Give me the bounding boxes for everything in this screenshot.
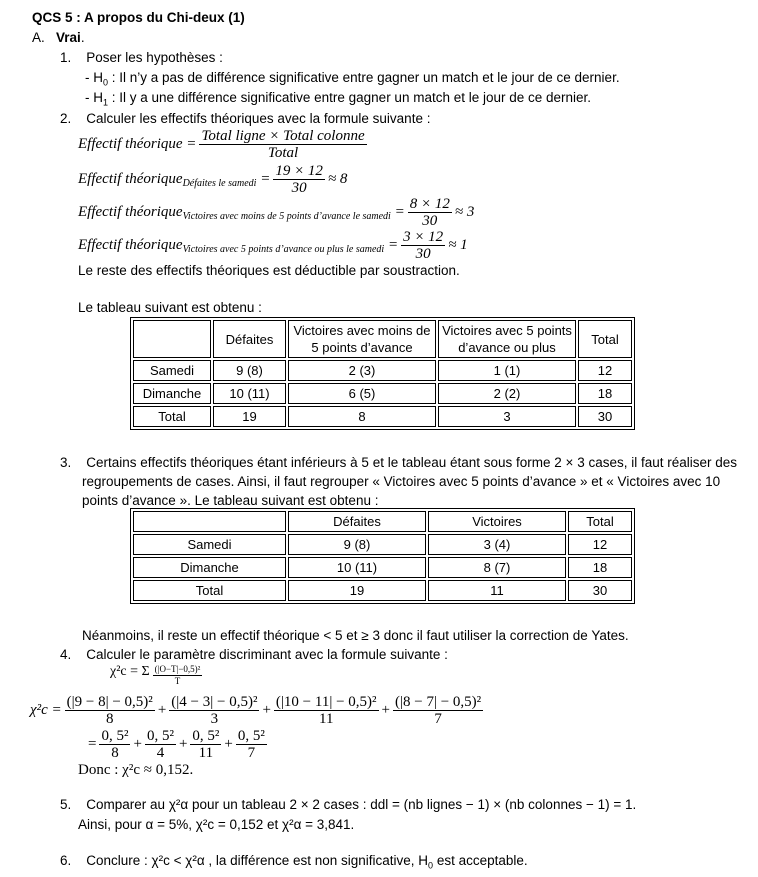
cell: 9 (8) <box>288 534 426 555</box>
cell: 9 (8) <box>213 360 286 381</box>
formula-sub: Victoires avec moins de 5 points d’avance le samedi <box>182 210 391 222</box>
chi2-expansion <box>30 694 486 727</box>
header-cell <box>133 511 286 532</box>
step-text: points d’avance ». Le tableau suivant est obtenu : <box>82 493 379 508</box>
header-cell: Total <box>568 511 632 532</box>
step-5 <box>60 797 636 812</box>
h-sub: 0 <box>428 860 434 871</box>
cell: 2 (3) <box>288 360 436 381</box>
fraction-den: 4 <box>156 745 165 761</box>
page-title: QCS 5 : A propos du Chi-deux (1) <box>32 10 245 25</box>
fraction-num: (|9 − 8| − 0,5)² <box>66 694 153 710</box>
plus: + <box>178 735 188 752</box>
step-text: Comparer au χ²α pour un tableau 2 × 2 cases : ddl = (nb lignes − 1) × (nb colonnes − 1) = 1. <box>86 797 637 812</box>
hypothesis-h0 <box>85 70 620 88</box>
fraction-den: 7 <box>247 745 256 761</box>
fraction-den: 8 <box>111 745 119 761</box>
step-text: est acceptable. <box>433 853 528 868</box>
formula-lhs: χ²c = <box>30 701 62 718</box>
fraction-den: 30 <box>422 213 438 229</box>
fraction-num: (|4 − 3| − 0,5)² <box>171 694 258 710</box>
fraction-num: 0, 5² <box>237 728 265 744</box>
table-row <box>133 534 632 555</box>
formula-victoires-plus5 <box>78 229 468 262</box>
plus: + <box>381 701 390 718</box>
cell: 11 <box>428 580 566 601</box>
step-text: Poser les hypothèses : <box>86 50 223 65</box>
cell: 3 (4) <box>428 534 566 555</box>
table-header-row <box>133 320 632 358</box>
table-row <box>133 406 632 427</box>
step-text: Conclure : χ²c < χ²α , la différence est non significative, H <box>86 853 429 868</box>
formula-sub: Défaites le samedi <box>182 177 257 189</box>
rest-text: Le reste des effectifs théoriques est déductible par soustraction. <box>78 263 460 278</box>
h-text: : Il y a une différence significative entre gagner un match et le jour de ce dernier. <box>108 90 592 105</box>
fraction-den: 7 <box>434 711 442 727</box>
header-cell: Défaites <box>288 511 426 532</box>
fraction-den: 11 <box>198 745 214 761</box>
fraction-den: 30 <box>415 246 431 262</box>
step-number: 1. <box>60 50 72 65</box>
fraction-num: 8 × 12 <box>409 196 450 212</box>
cell: Dimanche <box>133 383 211 404</box>
step-number: 4. <box>60 647 72 662</box>
fraction-den: 30 <box>291 180 307 196</box>
cell: 30 <box>568 580 632 601</box>
cell: Dimanche <box>133 557 286 578</box>
formula-lhs: Effectif théorique <box>78 203 183 220</box>
plus: + <box>157 701 167 718</box>
cell: 3 <box>438 406 576 427</box>
cell: Total <box>133 406 211 427</box>
cell: 10 (11) <box>213 383 286 404</box>
result: ≈ 8 <box>327 170 348 187</box>
answer-dot: . <box>80 30 85 45</box>
table-row <box>133 557 632 578</box>
plus: + <box>262 701 271 718</box>
fraction-num: (|10 − 11| − 0,5)² <box>275 694 377 710</box>
answer <box>32 30 85 45</box>
step-2 <box>60 111 430 126</box>
cell: 18 <box>568 557 632 578</box>
fraction-den: Total <box>267 145 299 161</box>
eq: = <box>394 203 405 220</box>
table-row <box>133 580 632 601</box>
chi2-formula <box>110 664 205 687</box>
step-number: 6. <box>60 853 72 868</box>
fraction-num: (|8 − 7| − 0,5)² <box>395 694 482 710</box>
step-number: 5. <box>60 797 72 812</box>
cell: 12 <box>568 534 632 555</box>
cell: 8 (7) <box>428 557 566 578</box>
header-cell: Victoires <box>428 511 566 532</box>
step-4 <box>60 647 448 662</box>
eq: = <box>88 735 97 752</box>
fraction-num: Total ligne × Total colonne <box>201 128 365 144</box>
result: ≈ 3 <box>454 203 475 220</box>
fraction-num: 0, 5² <box>146 728 174 744</box>
answer-value: Vrai <box>56 30 81 45</box>
cell: Samedi <box>133 534 286 555</box>
fraction-den: 3 <box>210 711 219 727</box>
cell: 2 (2) <box>438 383 576 404</box>
chi2-result: Donc : χ²c ≈ 0,152. <box>78 762 194 778</box>
formula-effectif <box>78 128 370 161</box>
plus: + <box>133 735 142 752</box>
formula-lhs: Effectif théorique <box>78 236 183 253</box>
header-cell: Défaites <box>213 320 286 358</box>
table-row <box>133 383 632 404</box>
step-3 <box>60 455 737 470</box>
yates-note: Néanmoins, il reste un effectif théorique < 5 et ≥ 3 donc il faut utiliser la correction de Yates. <box>82 628 629 643</box>
h-text: : Il n’y a pas de différence significative entre gagner un match et le jour de ce dernier. <box>108 70 620 85</box>
fraction-den: T <box>174 676 181 686</box>
table-intro: Le tableau suivant est obtenu : <box>78 300 262 315</box>
cell: 6 (5) <box>288 383 436 404</box>
table-2 <box>130 508 635 604</box>
step-text: Calculer les effectifs théoriques avec la formule suivante : <box>86 111 431 126</box>
cell: 18 <box>578 383 632 404</box>
fraction-num: (|O−T|−0,5)² <box>154 664 201 674</box>
fraction-den: 8 <box>105 711 114 727</box>
step-text: regroupements de cases. Ainsi, il faut regrouper « Victoires avec 5 points d’avance » et « Victoires avec 10 <box>82 474 721 489</box>
step-number: 3. <box>60 455 72 470</box>
h-label: - H <box>85 70 103 85</box>
step-6 <box>60 853 528 871</box>
table-row <box>133 360 632 381</box>
cell: 12 <box>578 360 632 381</box>
table-1 <box>130 317 635 430</box>
step-text: Calculer le paramètre discriminant avec la formule suivante : <box>86 647 448 662</box>
fraction-num: 0, 5² <box>101 728 129 744</box>
chi2-simplified <box>88 728 270 761</box>
step-1 <box>60 50 223 65</box>
cell: 10 (11) <box>288 557 426 578</box>
fraction-num: 0, 5² <box>192 728 220 744</box>
formula-victoires-moins5 <box>78 196 474 229</box>
plus: + <box>224 735 233 752</box>
step-number: 2. <box>60 111 72 126</box>
step-text: Ainsi, pour α = 5%, χ²c = 0,152 et χ²α = 3,841. <box>78 817 355 832</box>
cell: 8 <box>288 406 436 427</box>
answer-letter: A. <box>32 30 45 45</box>
h-label: - H <box>85 90 103 105</box>
eq: = <box>260 170 271 187</box>
formula-sub: Victoires avec 5 points d’avance ou plus le samedi <box>182 243 385 255</box>
cell: 19 <box>213 406 286 427</box>
header-cell: Victoires avec moins de 5 points d’avance <box>288 320 436 358</box>
eq: = <box>387 236 399 253</box>
h-sub: 1 <box>103 97 109 108</box>
header-cell <box>133 320 211 358</box>
fraction-num: 19 × 12 <box>275 163 323 179</box>
header-cell: Victoires avec 5 points d’avance ou plus <box>438 320 576 358</box>
step-text: Certains effectifs théoriques étant inférieurs à 5 et le tableau étant sous forme 2 × 3 cases, il faut réaliser des <box>86 455 738 470</box>
formula-lhs: χ²c = Σ <box>110 664 150 679</box>
fraction-num: 3 × 12 <box>403 229 444 245</box>
cell: 1 (1) <box>438 360 576 381</box>
hypothesis-h1 <box>85 90 591 108</box>
cell: Total <box>133 580 286 601</box>
cell: 19 <box>288 580 426 601</box>
formula-defaites <box>78 163 347 196</box>
fraction-den: 11 <box>319 711 334 727</box>
formula-lhs: Effectif théorique <box>78 170 183 187</box>
result: ≈ 1 <box>448 236 468 253</box>
h-sub: 0 <box>103 77 109 88</box>
header-cell: Total <box>578 320 632 358</box>
table-header-row <box>133 511 632 532</box>
cell: Samedi <box>133 360 211 381</box>
cell: 30 <box>578 406 632 427</box>
formula-lhs: Effectif théorique = <box>78 135 197 152</box>
